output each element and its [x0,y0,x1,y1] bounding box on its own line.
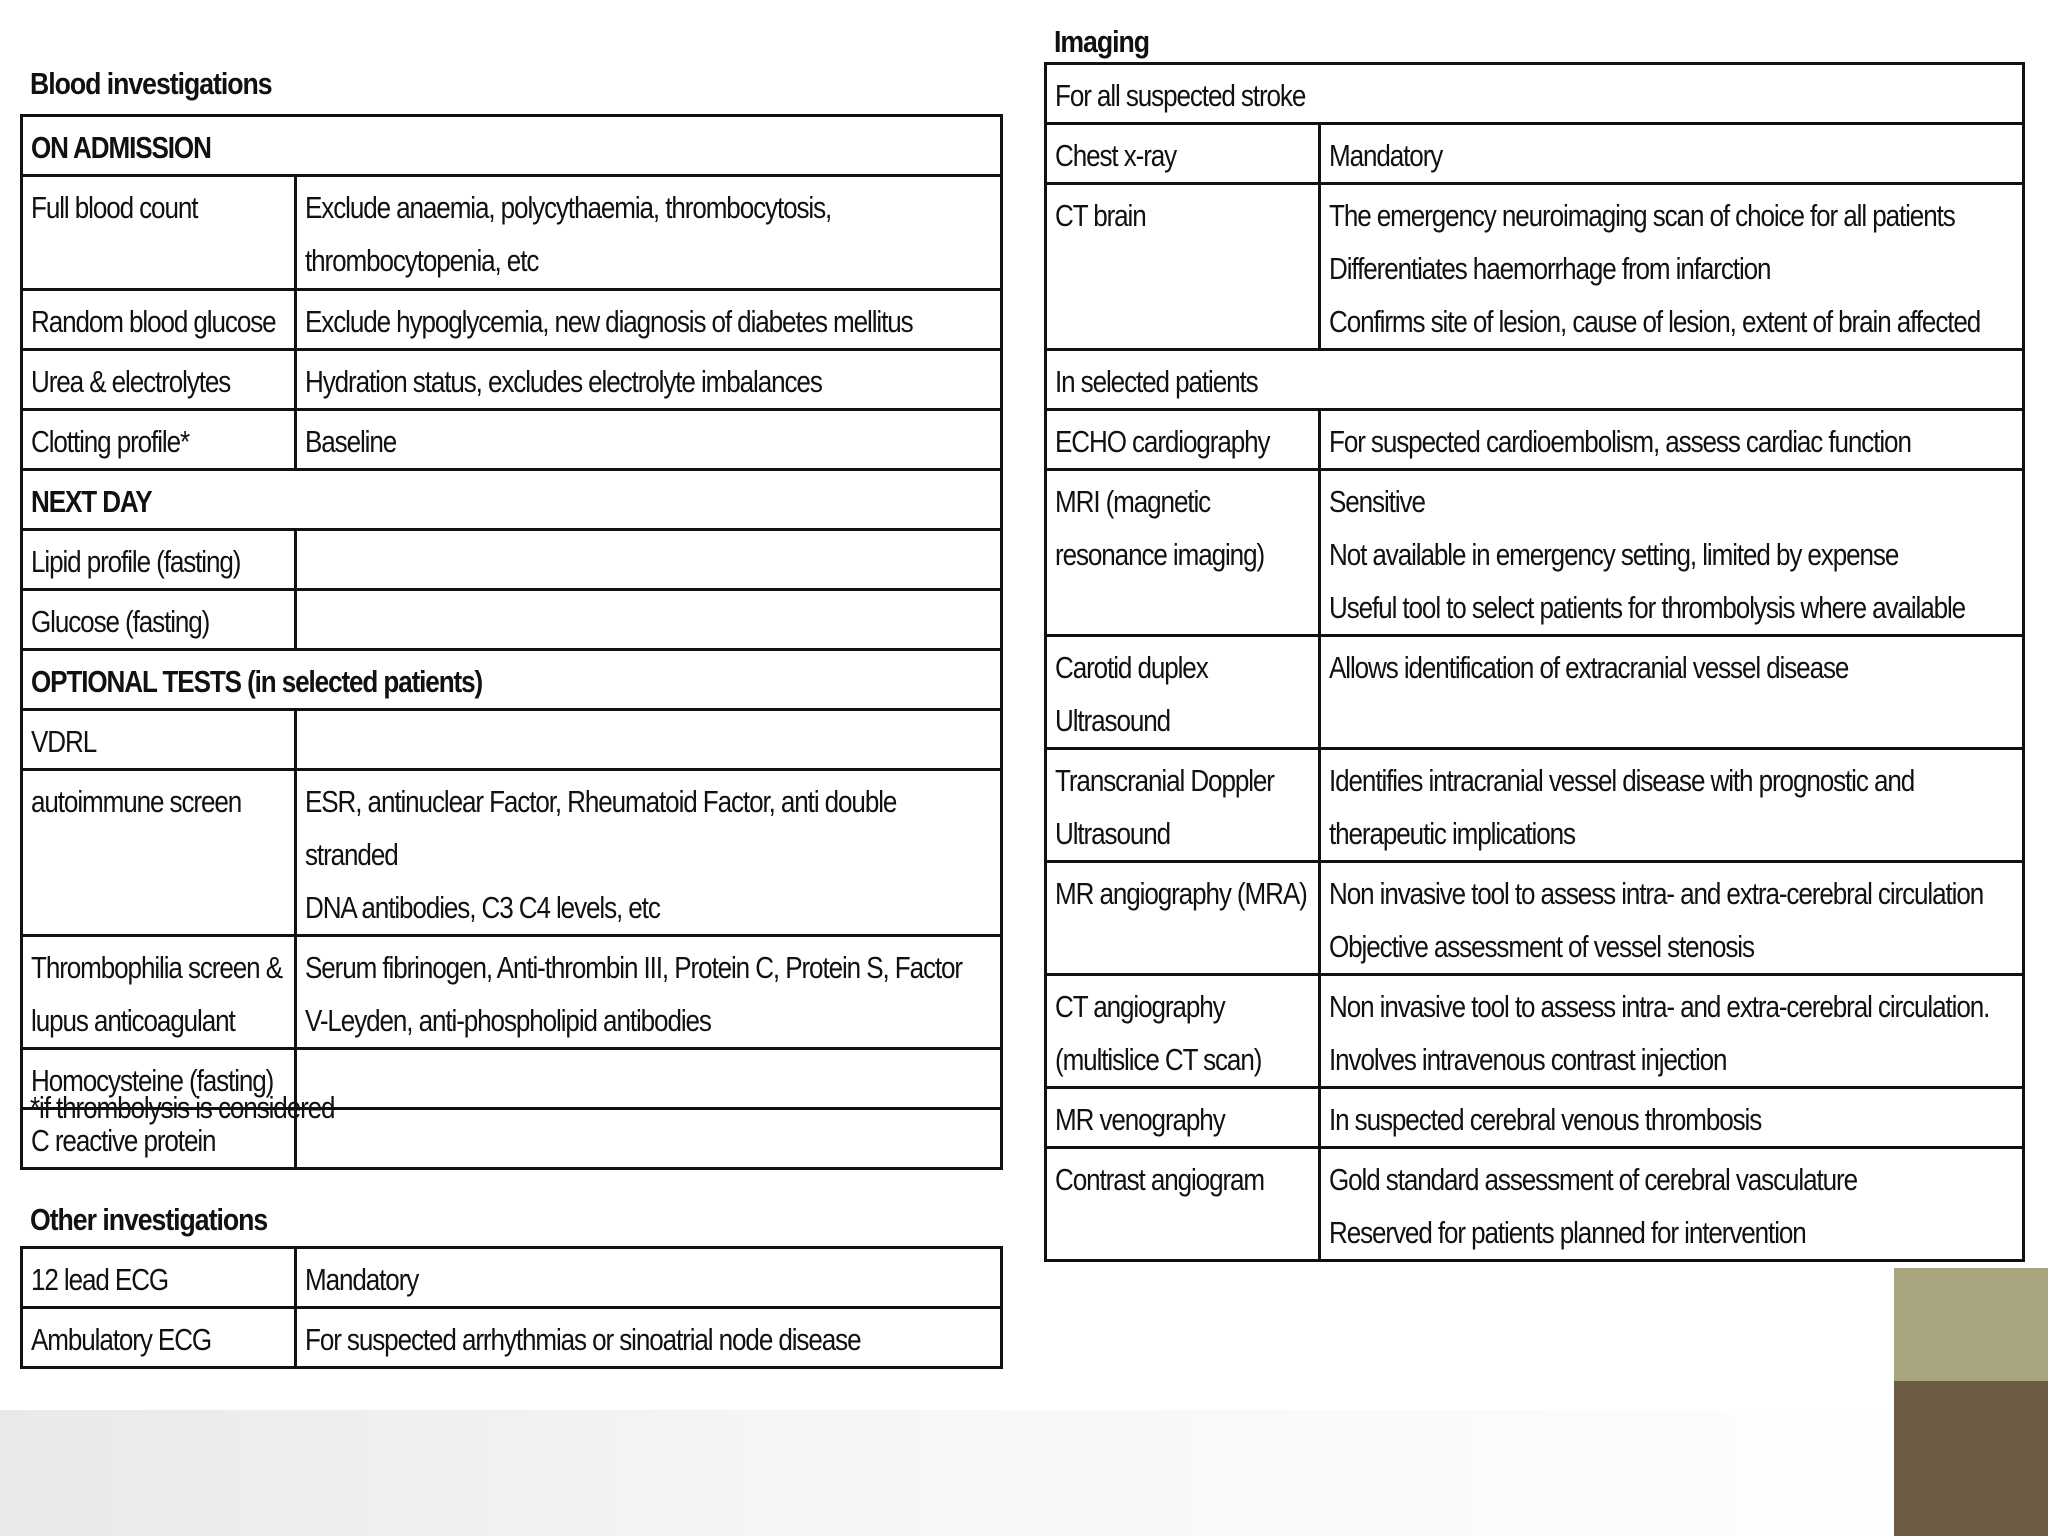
test-name: Contrast angiogram [1046,1148,1320,1261]
test-name: VDRL [22,710,296,770]
section-selected-patients: In selected patients [1046,350,2024,410]
table-row [22,350,1002,410]
table-row [1046,636,2024,749]
other-investigations-table [20,1246,1003,1369]
table-row [1046,124,2024,184]
test-name: CT angiography (multislice CT scan) [1046,975,1320,1088]
test-name: Urea & electrolytes [22,350,296,410]
test-note: Mandatory [1320,124,2024,184]
test-name: ECHO cardiography [1046,410,1320,470]
test-note: For suspected arrhythmias or sinoatrial node disease [296,1308,1002,1368]
test-name: C reactive protein [22,1109,296,1169]
blood-investigations-table [20,114,1003,1170]
test-note: ESR, antinuclear Factor, Rheumatoid Factor, anti double stranded DNA antibodies, C3 C4 levels, etc [296,770,1002,936]
test-name: MR venography [1046,1088,1320,1148]
table-row [1046,184,2024,350]
test-note: For suspected cardioembolism, assess cardiac function [1320,410,2024,470]
table-row [1046,1148,2024,1261]
decorative-brown-block [1894,1381,2048,1536]
table-row [1046,749,2024,862]
table-row [1046,470,2024,636]
test-name: Lipid profile (fasting) [22,530,296,590]
test-note: The emergency neuroimaging scan of choice for all patients Differentiates haemorrhage from infarction Confirms site of lesion, cause of lesion, extent of brain affected [1320,184,2024,350]
test-name: Transcranial Doppler Ultrasound [1046,749,1320,862]
test-name: Carotid duplex Ultrasound [1046,636,1320,749]
table-row [22,710,1002,770]
table-row [22,290,1002,350]
test-note: Hydration status, excludes electrolyte imbalances [296,350,1002,410]
table-row [1046,1088,2024,1148]
test-note: Serum fibrinogen, Anti-thrombin III, Protein C, Protein S, Factor V-Leyden, anti-phospholipid antibodies [296,936,1002,1049]
test-name: Ambulatory ECG [22,1308,296,1368]
blood-investigations-heading: Blood investigations [30,66,272,101]
thrombolysis-footnote: *if thrombolysis is considered [30,1090,335,1125]
test-note: Non invasive tool to assess intra- and extra-cerebral circulation. Involves intravenous contrast injection [1320,975,2024,1088]
test-note: Non invasive tool to assess intra- and extra-cerebral circulation Objective assessment of vessel stenosis [1320,862,2024,975]
test-name: MRI (magnetic resonance imaging) [1046,470,1320,636]
test-name: 12 lead ECG [22,1248,296,1308]
test-note: Gold standard assessment of cerebral vasculature Reserved for patients planned for intervention [1320,1148,2024,1261]
table-row [22,770,1002,936]
test-note [296,530,1002,590]
table-row [1046,410,2024,470]
other-investigations-heading: Other investigations [30,1202,268,1237]
test-note: Baseline [296,410,1002,470]
section-on-admission: ON ADMISSION [22,116,1002,176]
test-note [296,1049,1002,1109]
table-row [1046,862,2024,975]
table-row [22,590,1002,650]
table-row [22,1308,1002,1368]
test-note: Mandatory [296,1248,1002,1308]
test-name: Thrombophilia screen & lupus anticoagulant [22,936,296,1049]
table-row [22,176,1002,290]
test-note: In suspected cerebral venous thrombosis [1320,1088,2024,1148]
test-note: Identifies intracranial vessel disease with prognostic and therapeutic implications [1320,749,2024,862]
table-row [22,410,1002,470]
test-name: autoimmune screen [22,770,296,936]
test-note: Exclude hypoglycemia, new diagnosis of diabetes mellitus [296,290,1002,350]
table-row [22,1248,1002,1308]
test-name: MR angiography (MRA) [1046,862,1320,975]
test-name: Clotting profile* [22,410,296,470]
test-note [296,1109,1002,1169]
test-note [296,590,1002,650]
test-name: Random blood glucose [22,290,296,350]
section-optional-tests: OPTIONAL TESTS (in selected patients) [22,650,1002,710]
test-note: Sensitive Not available in emergency setting, limited by expense Useful tool to select patients for thrombolysis where available [1320,470,2024,636]
imaging-table [1044,62,2025,1262]
decorative-olive-block [1894,1268,2048,1381]
test-name: Full blood count [22,176,296,290]
table-row [1046,975,2024,1088]
slide-bottom-shade [0,1410,2048,1536]
test-name: Homocysteine (fasting) [22,1049,296,1109]
test-name: Chest x-ray [1046,124,1320,184]
table-row [22,530,1002,590]
table-row [22,936,1002,1049]
imaging-heading: Imaging [1054,24,1149,59]
section-all-suspected-stroke: For all suspected stroke [1046,64,2024,124]
test-name: Glucose (fasting) [22,590,296,650]
test-note: Allows identification of extracranial vessel disease [1320,636,2024,749]
test-note [296,710,1002,770]
test-name: CT brain [1046,184,1320,350]
section-next-day: NEXT DAY [22,470,1002,530]
test-note: Exclude anaemia, polycythaemia, thrombocytosis, thrombocytopenia, etc [296,176,1002,290]
